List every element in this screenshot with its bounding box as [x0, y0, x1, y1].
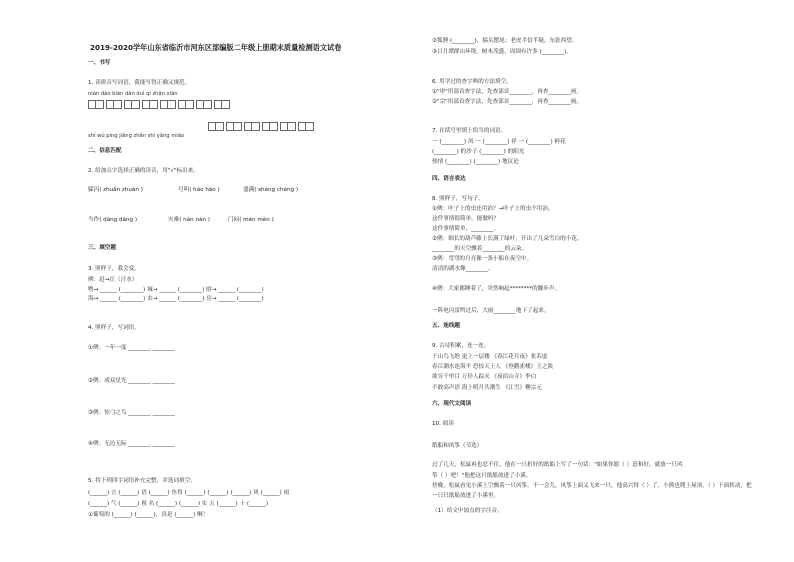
- q4-item-2[interactable]: ②例：成双星光 ________ ________: [88, 378, 175, 384]
- q7-row-3[interactable]: 热情 (________) (________) 地议论: [432, 159, 519, 165]
- q5-item-3[interactable]: ③日月潭群山环绕，树木茂盛，周围有许多 (________)。: [432, 49, 572, 55]
- question-8: 8. 照样子，写句子。: [432, 196, 484, 202]
- question-3: 3. 照样子，我会变。: [88, 266, 140, 272]
- q4-item-3[interactable]: ③例：惊弓之鸟 ________ ________: [88, 410, 175, 416]
- q4-item-1[interactable]: ①例：一年一度 ________ ________: [88, 345, 175, 351]
- q5-row-2[interactable]: (______) 气 (______) 视 名 (______) (______) 实 五 (______) 十 (______): [88, 501, 268, 507]
- q5-item-2[interactable]: ②狐狸 (________)，搞头摆尾；老虎半信半疑，东张西望。: [432, 38, 578, 44]
- q8-example-3: ③例：弯弯的月亮像一条小船在夜空中。: [432, 256, 533, 262]
- passage-line-1: 过了几天，松鼠再也忍不住，他在一只折好的纸船上写了一句话："如果你愿（ ）意和好，就放一只风: [432, 462, 683, 468]
- q8-item-4[interactable]: 一阵电闪雷鸣过后，大雨________地下了起来。: [432, 308, 550, 314]
- q8-example-1: ①例：叶子上的虫还用治？→叶子上的虫不用治。: [432, 206, 554, 212]
- q8-example-2: ②例：细长的葫芦藤上长满了绿叶，开出了几朵雪白的小花。: [432, 236, 583, 242]
- q9-row-3[interactable]: 欲穷千里目 万径人踪灭 《夜宿山寺》李白: [432, 374, 537, 380]
- q2-option-f[interactable]: 门闷( mén mèn ): [228, 217, 274, 223]
- section-4-heading: 四、语言表达: [432, 176, 466, 182]
- page-title: 2019-2020学年山东省临沂市河东区部编版二年级上册期末质量检测语文试卷: [90, 43, 342, 52]
- question-5: 5. 将下列四字词语补充完整，并选词填空。: [88, 478, 196, 484]
- writing-grid-2[interactable]: [208, 122, 316, 131]
- section-3-heading: 三、填空题: [88, 245, 116, 251]
- q8-item-2[interactable]: ________的天空飘着________的云朵。: [432, 246, 528, 252]
- question-6: 6. 用学过的查字典的方法填空。: [432, 79, 512, 85]
- q8-item-1b[interactable]: 这件事情简单，________。: [432, 226, 500, 232]
- pinyin-row-1: nián dào biān dǎn duì qí zhǎn xiān: [88, 91, 178, 97]
- left-column: [88, 0, 428, 562]
- q2-option-e[interactable]: 灾难( nàn nán ): [168, 217, 210, 223]
- question-1: 1. 读拼音写词语，我能写得正确又规范。: [88, 80, 191, 86]
- q9-row-1[interactable]: 千山鸟飞绝 更上一层楼 《春江花月夜》张若虚: [432, 354, 548, 360]
- q4-item-4[interactable]: ④例：无边无际 ________ ________: [88, 441, 175, 447]
- q8-example-4: ④例：大家都睡着了，突然响起********的脚步声。: [432, 286, 561, 292]
- q2-option-b[interactable]: 号叫( háo hào ): [178, 187, 220, 193]
- q3-row-2[interactable]: 海→ ______ (________) 农→ ______ (________) 房→ ______ (________): [88, 296, 264, 302]
- q2-option-c[interactable]: 盛满( shèng chéng ): [243, 187, 299, 193]
- q6-item-2[interactable]: ②"宗"用部首查字法，先查部首________，再查________画。: [432, 99, 583, 105]
- question-9: 9. 古诗积累，连一连。: [432, 343, 490, 349]
- section-5-heading: 五、连线题: [432, 323, 460, 329]
- q9-row-4[interactable]: 不敢高声语 海上明月共潮生 《江雪》柳宗元: [432, 385, 542, 391]
- question-10: 10. 阅读: [432, 421, 454, 427]
- pinyin-row-2: shí wú píng jiǎng zhǎn shì yǎng miáo: [88, 133, 185, 139]
- q3-row-1[interactable]: 鸭→ ______ (________) 城→ ______ (________) 晗→ ______ (________): [88, 287, 264, 293]
- section-6-heading: 六、现代文阅读: [432, 401, 472, 407]
- question-2: 2. 给加点字选择正确的读音，用"√"标出来。: [88, 168, 199, 174]
- passage-title: 纸船和风筝（节选）: [432, 443, 483, 449]
- q8-item-1a: 这件事情很简单，能做吗？: [432, 216, 500, 222]
- right-column: [432, 0, 762, 562]
- q9-row-2[interactable]: 春江潮水连海平 恐惊天上人 《登鹳雀楼》王之涣: [432, 364, 554, 370]
- q5-row-3[interactable]: ①葡萄的 (______) (______)，真是 (______) 啊！: [88, 512, 209, 518]
- writing-grid-1[interactable]: [88, 100, 232, 109]
- q6-item-1[interactable]: ①"审"用部首查字法，先查部首________，再查________画。: [432, 89, 583, 95]
- q7-row-1[interactable]: 一 (________) 风 一 (________) 祥 一 (________) 鲜花: [432, 139, 566, 145]
- q7-row-2[interactable]: (________) 的沙子 (________) 的阳光: [432, 149, 525, 155]
- question-4: 4. 照样子，写词语。: [88, 325, 140, 331]
- section-1-heading: 一、书写: [88, 60, 111, 66]
- q5-row-1[interactable]: (______) 言 (______) 语 (______) 鱼得 (______) (______) (______) 风 (______) 雨: [88, 490, 290, 496]
- q2-option-d[interactable]: 当作( dàng dāng ): [88, 217, 138, 223]
- passage-line-3: 傍晚，松鼠看见小溪上空飘着一只风筝。不一会儿，风筝上面又飞来一只，他高兴得（ ）了。小熊也爬上屋顶，（ ）下面挥动，把: [432, 483, 752, 489]
- passage-line-2: 筝（ ）吧！"他把这只纸船放进了小溪。: [432, 473, 532, 479]
- q8-item-3[interactable]: 清清的湖水像________。: [432, 266, 494, 272]
- passage-line-4: 一只只纸船放进了小溪里。: [432, 493, 500, 499]
- q10-item-1: （1）给文中加点的字注音。: [432, 508, 503, 514]
- section-2-heading: 二、信息匹配: [88, 148, 122, 154]
- q2-option-a[interactable]: 躲闪( zhuǎn zhuàn ): [88, 187, 143, 193]
- question-7: 7. 在括号里填上恰当的词语。: [432, 128, 507, 134]
- q3-example: 例：赶→汪（汗水）: [88, 277, 138, 283]
